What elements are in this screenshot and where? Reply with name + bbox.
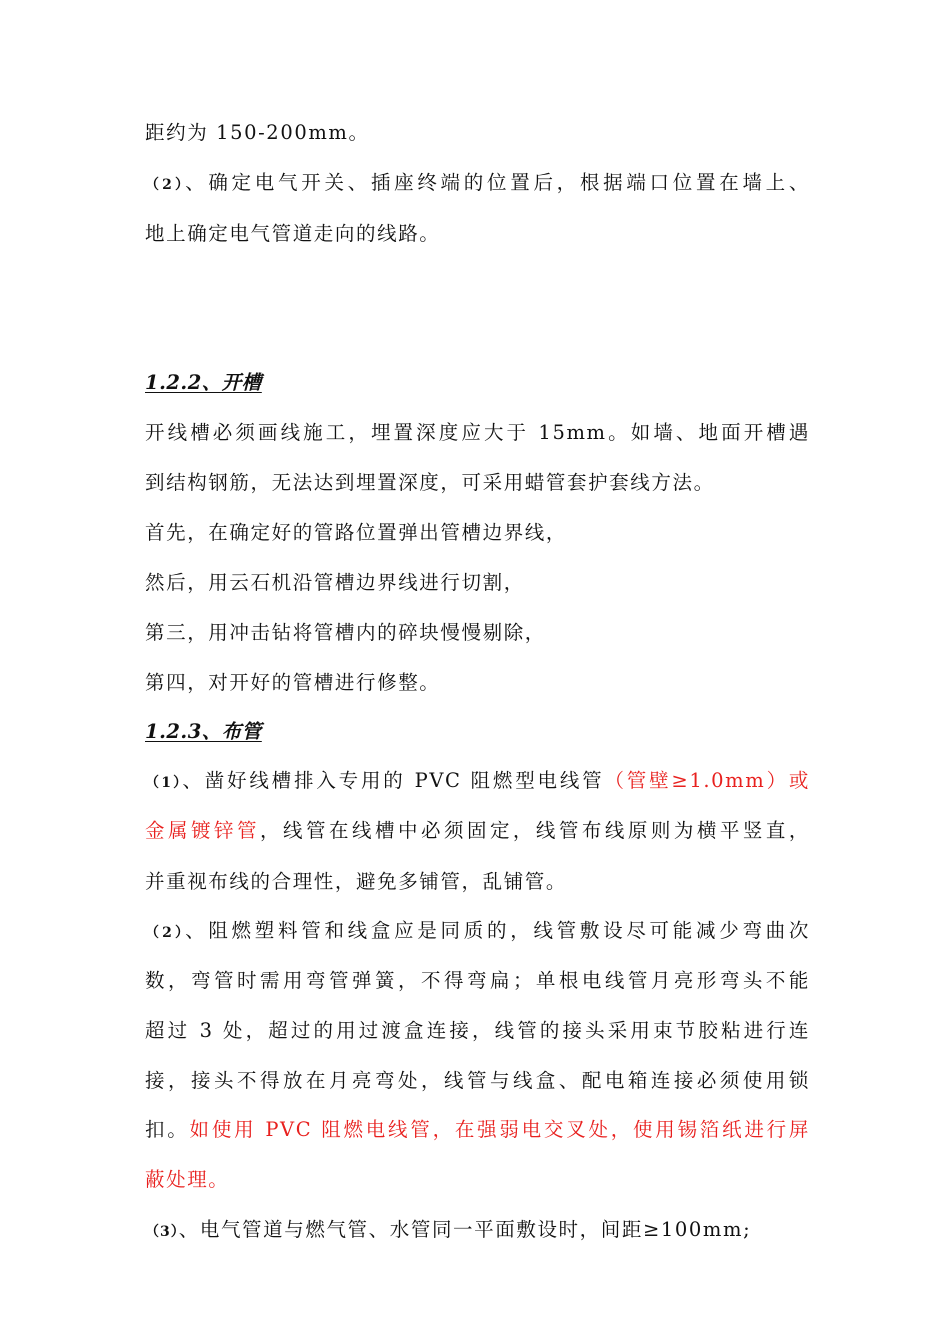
- item-number: （3）: [145, 1224, 179, 1240]
- text-line: [145, 1068, 810, 1094]
- highlight-text: 蔽处理。: [145, 1168, 230, 1191]
- text-span: 到结构钢筋，无法达到埋置深度，可采用蜡管套护套线方法。: [145, 471, 715, 494]
- text-line: [145, 1018, 810, 1044]
- step-line: [145, 670, 810, 696]
- text-span: 、电气管道与燃气管、水管同一平面敷设时，间距≥100mm;: [178, 1218, 752, 1241]
- text-span: 、阻燃塑料管和线盒应是同质的，线管敷设尽可能减少弯曲次: [185, 919, 810, 942]
- text-line: [145, 120, 810, 146]
- text-line: [145, 968, 810, 994]
- item-number: （1）: [145, 775, 183, 791]
- text-span: 第三，用冲击钻将管槽内的碎块慢慢剔除，: [145, 621, 546, 644]
- item-number: （2）: [145, 925, 186, 941]
- text-span: 第四，对开好的管槽进行修整。: [145, 671, 441, 694]
- heading-text: 1.2.2、开槽: [145, 371, 262, 394]
- text-span: 地上确定电气管道走向的线路。: [145, 222, 441, 245]
- highlight-text: （管壁≥1.0mm）或: [604, 769, 810, 792]
- text-span: ，线管在线槽中必须固定，线管布线原则为横平竖直，: [259, 819, 810, 842]
- text-span: 扣。: [145, 1118, 190, 1141]
- highlight-text: 如使用 PVC 阻燃电线管，在强弱电交叉处，使用锡箔纸进行屏: [189, 1118, 810, 1141]
- text-span: 超过 3 处，超过的用过渡盒连接，线管的接头采用束节胶粘进行连: [145, 1019, 810, 1042]
- text-span: 数，弯管时需用弯管弹簧，不得弯扁；单根电线管月亮形弯头不能: [145, 969, 810, 992]
- text-line: [145, 1217, 810, 1245]
- item-number: （2）: [145, 177, 186, 193]
- text-line: [145, 869, 810, 895]
- text-line: [145, 1117, 810, 1143]
- text-span: 、确定电气开关、插座终端的位置后，根据端口位置在墙上、: [185, 171, 810, 194]
- step-line: [145, 570, 810, 596]
- step-line: [145, 520, 810, 546]
- highlight-text: 金属镀锌管: [145, 819, 260, 842]
- text-line: [145, 420, 810, 446]
- text-span: 、凿好线槽排入专用的 PVC 阻燃型电线管: [182, 769, 605, 792]
- text-line: [145, 768, 810, 796]
- heading-text: 1.2.3、布管: [145, 720, 262, 743]
- text-line: [145, 818, 810, 844]
- text-line: [145, 1167, 810, 1193]
- text-span: 接，接头不得放在月亮弯处，线管与线盒、配电箱连接必须使用锁: [145, 1069, 810, 1092]
- text-line: [145, 470, 810, 496]
- text-span: 开线槽必须画线施工，埋置深度应大于 15mm。如墙、地面开槽遇: [145, 421, 810, 444]
- text-span: 并重视布线的合理性，避免多铺管，乱铺管。: [145, 870, 568, 893]
- paragraph-2-line: [145, 170, 810, 198]
- section-heading: [145, 719, 810, 745]
- step-line: [145, 620, 810, 646]
- text-line: [145, 918, 810, 946]
- text-line: [145, 221, 810, 247]
- section-heading: [145, 370, 810, 396]
- text-span: 然后，用云石机沿管槽边界线进行切割，: [145, 571, 525, 594]
- text-span: 首先，在确定好的管路位置弹出管槽边界线，: [145, 521, 568, 544]
- text-span: 距约为 150-200mm。: [145, 121, 370, 144]
